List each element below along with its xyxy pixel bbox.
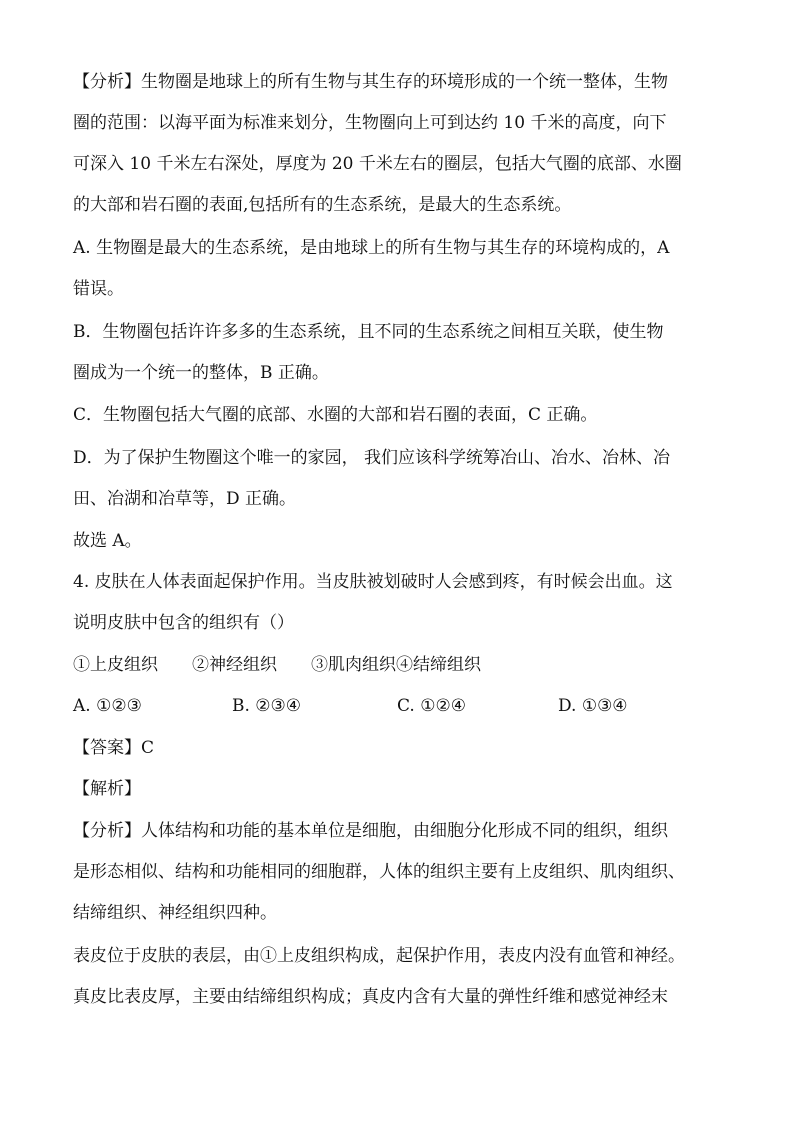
conclusion: 故选 A。	[73, 531, 142, 551]
question-4-line-1: 4. 皮肤在人体表面起保护作用。当皮肤被划破时人会感到疼，有时候会出血。这	[73, 572, 673, 592]
skin-text-line-2: 真皮比表皮厚，主要由结缔组织构成；真皮内含有大量的弹性纤维和感觉神经末	[73, 987, 668, 1007]
answer: 【答案】C	[73, 738, 155, 758]
option-d: D. ①③④	[558, 696, 628, 716]
analysis-1-line-3: 可深入 10 千米左右深处，厚度为 20 千米左右的圈层，包括大气圈的底部、水圈	[73, 154, 682, 174]
item-b-line-1: B．生物圈包括许许多多的生态系统，且不同的生态系统之间相互关联，使生物	[73, 322, 664, 342]
item-b-line-2: 圈成为一个统一的整体，B 正确。	[73, 363, 329, 383]
question-4-tissue-list: ①上皮组织 ②神经组织 ③肌肉组织④结缔组织	[73, 655, 481, 675]
analysis-1-line-4: 的大部和岩石圈的表面,包括所有的生态系统，是最大的生态系统。	[73, 195, 572, 215]
analysis-1-line-1: 【分析】生物圈是地球上的所有生物与其生存的环境形成的一个统一整体，生物	[73, 72, 668, 92]
analysis-2-line-2: 是形态相似、结构和功能相同的细胞群，人体的组织主要有上皮组织、肌肉组织、	[73, 862, 685, 882]
item-d-line-1: D．为了保护生物圈这个唯一的家园， 我们应该科学统筹冶山、冶水、冶林、冶	[73, 448, 671, 468]
option-c: C. ①②④	[397, 696, 466, 716]
option-a: A. ①②③	[73, 696, 142, 716]
explanation-heading: 【解析】	[73, 779, 141, 799]
item-d-line-2: 田、冶湖和冶草等，D 正确。	[73, 489, 297, 509]
item-c-line-1: C．生物圈包括大气圈的底部、水圈的大部和岩石圈的表面，C 正确。	[73, 405, 598, 425]
option-b: B. ②③④	[232, 696, 302, 716]
skin-text-line-1: 表皮位于皮肤的表层，由①上皮组织构成，起保护作用，表皮内没有血管和神经。	[73, 946, 685, 966]
analysis-2-line-3: 结缔组织、神经组织四种。	[73, 903, 277, 923]
analysis-2-line-1: 【分析】人体结构和功能的基本单位是细胞，由细胞分化形成不同的组织，组织	[73, 821, 668, 841]
question-4-line-2: 说明皮肤中包含的组织有（）	[73, 613, 294, 633]
analysis-1-line-2: 圈的范围：以海平面为标准来划分，生物圈向上可到达约 10 千米的高度，向下	[73, 113, 667, 133]
item-a-line-2: 错误。	[73, 279, 124, 299]
item-a-line-1: A. 生物圈是最大的生态系统，是由地球上的所有生物与其生存的环境构成的，A	[73, 238, 670, 258]
